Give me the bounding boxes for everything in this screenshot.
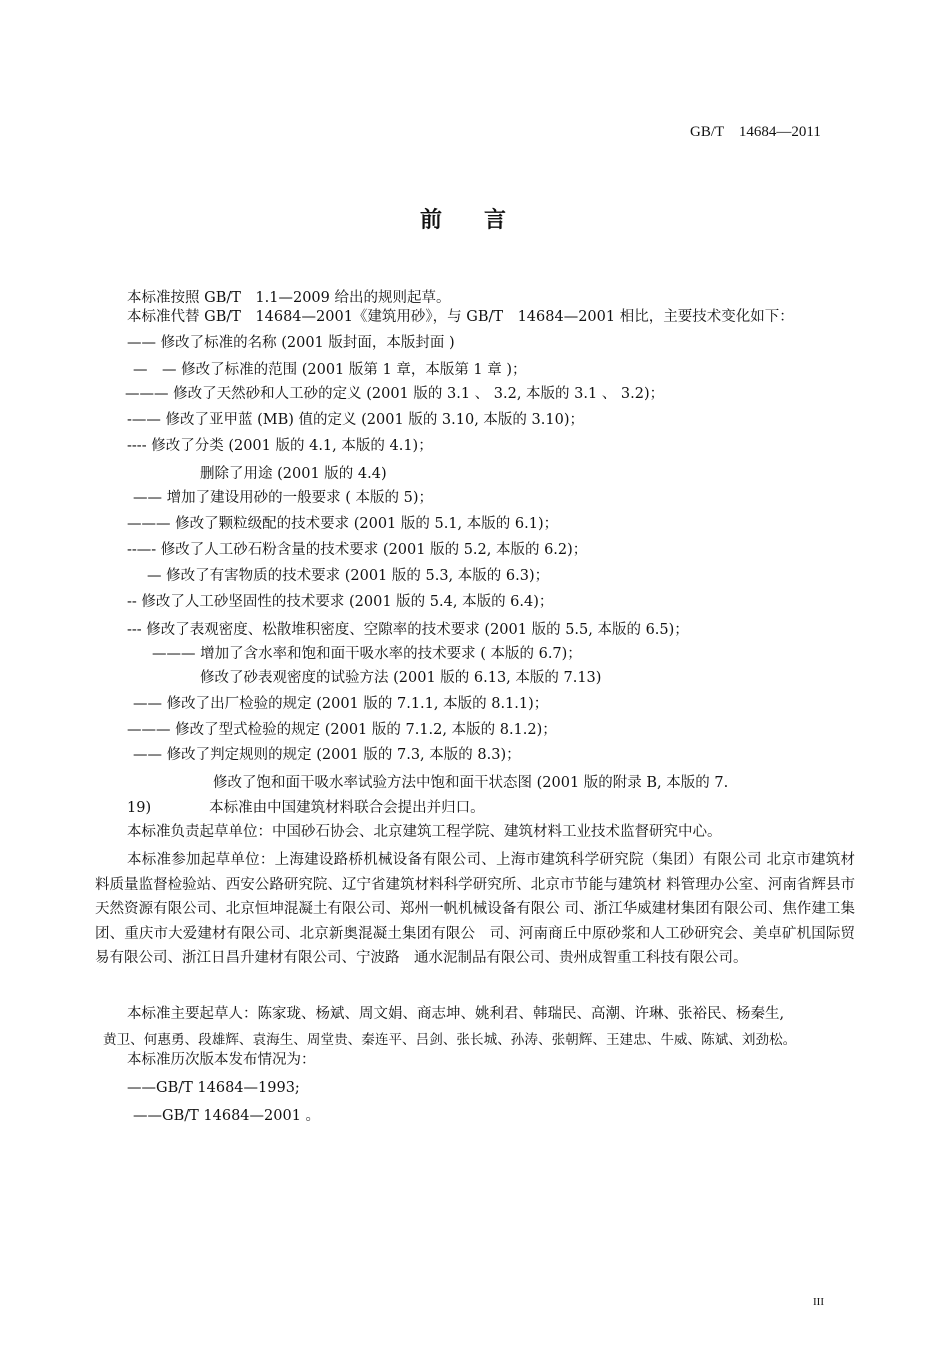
text-line: — 修改了有害物质的技术要求 (2001 版的 5.3, 本版的 6.3)； bbox=[147, 568, 550, 584]
text-line: ——— 修改了颗粒级配的技术要求 (2001 版的 5.1, 本版的 6.1)； bbox=[127, 516, 559, 532]
text-line: 修改了饱和面干吸水率试验方法中饱和面干状态图 (2001 版的附录 B, 本版的 7. bbox=[213, 775, 729, 791]
history-intro: 本标准历次版本发布情况为： bbox=[127, 1052, 316, 1068]
drafters-line: 本标准主要起草人：陈家珑、杨斌、周文娟、商志坤、姚利君、韩瑞民、高潮、许琳、张裕民、杨秦生, bbox=[127, 1006, 785, 1022]
history-item: ——GB/T 14684—2001 。 bbox=[133, 1108, 321, 1124]
text-line: 本标准按照 GB/T 1.1—2009 给出的规则起草。 bbox=[127, 290, 451, 306]
text-line: —— 修改了出厂检验的规定 (2001 版的 7.1.1, 本版的 8.1.1)； bbox=[133, 696, 549, 712]
text-line: -- 修改了人工砂坚固性的技术要求 (2001 版的 5.4, 本版的 6.4)； bbox=[127, 594, 554, 610]
text-line: 本标准代替 GB/T 14684—2001《建筑用砂》，与 GB/T 14684—2001 相比，主要技术变化如下： bbox=[127, 309, 794, 325]
drafters-line: 黄卫、何惠勇、段雄辉、袁海生、周堂贵、秦连平、吕剑、张长城、孙涛、张朝辉、王建忠、牛威、陈斌、刘劲松。 bbox=[103, 1032, 797, 1048]
text-line: —— 修改了判定规则的规定 (2001 版的 7.3, 本版的 8.3)； bbox=[133, 747, 521, 763]
text-line: ——— 增加了含水率和饱和面干吸水率的技术要求 ( 本版的 6.7)； bbox=[152, 646, 582, 662]
text-line: 删除了用途 (2001 版的 4.4) bbox=[200, 466, 387, 482]
text-line: 本标准负责起草单位：中国砂石协会、北京建筑工程学院、建筑材料工业技术监督研究中心。 bbox=[127, 824, 722, 840]
text-line: ——— 修改了型式检验的规定 (2001 版的 7.1.2, 本版的 8.1.2)； bbox=[127, 722, 557, 738]
text-line: —— 增加了建设用砂的一般要求 ( 本版的 5)； bbox=[133, 490, 433, 506]
participants-paragraph: 本标准参加起草单位：上海建设路桥机械设备有限公司、上海市建筑科学研究院（集团）有限公司 北京市建筑材料质量监督检验站、西安公路研究院、辽宁省建筑材料科学研究所、北京市节能与建筑材 料管理办公室、河南省辉县市天然资源有限公司、北京恒坤混凝土有限公司、郑州一帆机械设备有限公 司、浙江华威建材集团有限公司、焦作建工集团、重庆市大爱建材有限公司、北京新奥混凝土集团有限公 司、河南商丘中原砂浆和人工砂研究会、美卓矿机国际贸易有限公司、浙江日昌升建材有限公司、宁波路 通水泥制品有限公司、贵州成智重工科技有限公司。 bbox=[95, 852, 855, 966]
text-line: ---- 修改了分类 (2001 版的 4.1, 本版的 4.1)； bbox=[127, 438, 433, 454]
text-line: ——— 修改了天然砂和人工砂的定义 (2001 版的 3.1 、 3.2, 本版的 3.1 、 3.2)； bbox=[125, 386, 665, 402]
text-line: — — 修改了标准的范围 (2001 版第 1 章，本版第 1 章 )； bbox=[133, 362, 527, 378]
text-line: -—— 修改了亚甲蓝 (MB) 值的定义 (2001 版的 3.10, 本版的 3.10)； bbox=[127, 412, 584, 428]
text-line: 19) 本标准由中国建筑材料联合会提出并归口。 bbox=[127, 800, 485, 816]
page-title: 前言 bbox=[420, 207, 549, 233]
history-item: ——GB/T 14684—1993; bbox=[127, 1080, 300, 1096]
text-line: --—- 修改了人工砂石粉含量的技术要求 (2001 版的 5.2, 本版的 6.2)； bbox=[127, 542, 588, 558]
text-line: --- 修改了表观密度、松散堆积密度、空隙率的技术要求 (2001 版的 5.5, 本版的 6.5)； bbox=[127, 622, 689, 638]
text-line: 修改了砂表观密度的试验方法 (2001 版的 6.13, 本版的 7.13) bbox=[200, 670, 602, 686]
page-number: III bbox=[813, 1296, 824, 1308]
text-line: —— 修改了标准的名称 (2001 版封面，本版封面 ) bbox=[127, 335, 455, 351]
standard-code: GB/T 14684—2011 bbox=[690, 124, 821, 140]
